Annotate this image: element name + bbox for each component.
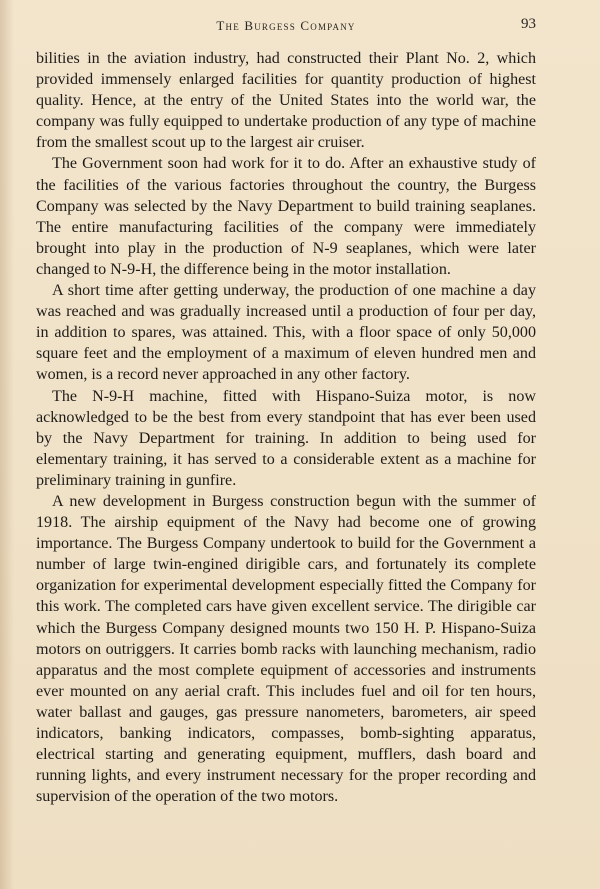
paragraph-n9h-machine: The N-9-H machine, fitted with Hispano-Suiza motor, is now acknowledged to be the best from every standpoint that has ever been used by the Navy Department for training. In addition to being used for elementary training, it has served to a considerable extent as a machine for preliminary training in gunfire. [36, 387, 536, 489]
page-number: 93 [521, 16, 536, 32]
page-header [36, 16, 536, 38]
paragraph-continued: bilities in the aviation industry, had constructed their Plant No. 2, which provided immensely enlarged facilities for quantity production of highest quality. Hence, at the entry of the United States into the world war, the company was fully equipped to undertake production of any type of machine from the smallest scout up to the largest air cruiser. [36, 50, 536, 152]
paragraph-dirigible-cars: A new development in Burgess construction begun with the summer of 1918. The airship equipment of the Navy had become one of growing importance. The Burgess Company undertook to build for the Government a number of large twin-engined dirigible cars, and fortunately its complete organization for experimental development especially fitted the Company for this work. The completed cars have given excellent service. The dirigible car which the Burgess Company designed mounts two 150 H. P. Hispano-Suiza motors on outriggers. It carries bomb racks with launching mechanism, radio apparatus and the most complete equipment of accessories and instruments ever mounted on any aerial craft. This includes fuel and oil for ten hours, water ballast and gauges, gas pressure nanometers, barometers, air speed indicators, banking indicators, compasses, bomb-sighting apparatus, electrical starting and generating equipment, mufflers, dash board and running lights, and every instrument necessary for the proper recording and supervision of the operation of the two motors. [36, 492, 536, 806]
paragraph-production-rate: A short time after getting underway, the production of one machine a day was reached and was gradually increased until a production of four per day, in addition to spares, was attained. This, with a floor space of only 50,000 square feet and the employment of a maximum of eleven hundred men and women, is a record never approached in any other factory. [36, 282, 536, 384]
body-text [36, 48, 536, 807]
running-title: The Burgess Company [216, 18, 356, 33]
paragraph-government-work: The Government soon had work for it to do. After an exhaustive study of the facilities of the various factories throughout the country, the Burgess Company was selected by the Navy Department to build training seaplanes. The entire manufacturing facilities of the company were immediately brought into play in the production of N-9 seaplanes, which were later changed to N-9-H, the difference being in the motor installation. [36, 155, 536, 278]
